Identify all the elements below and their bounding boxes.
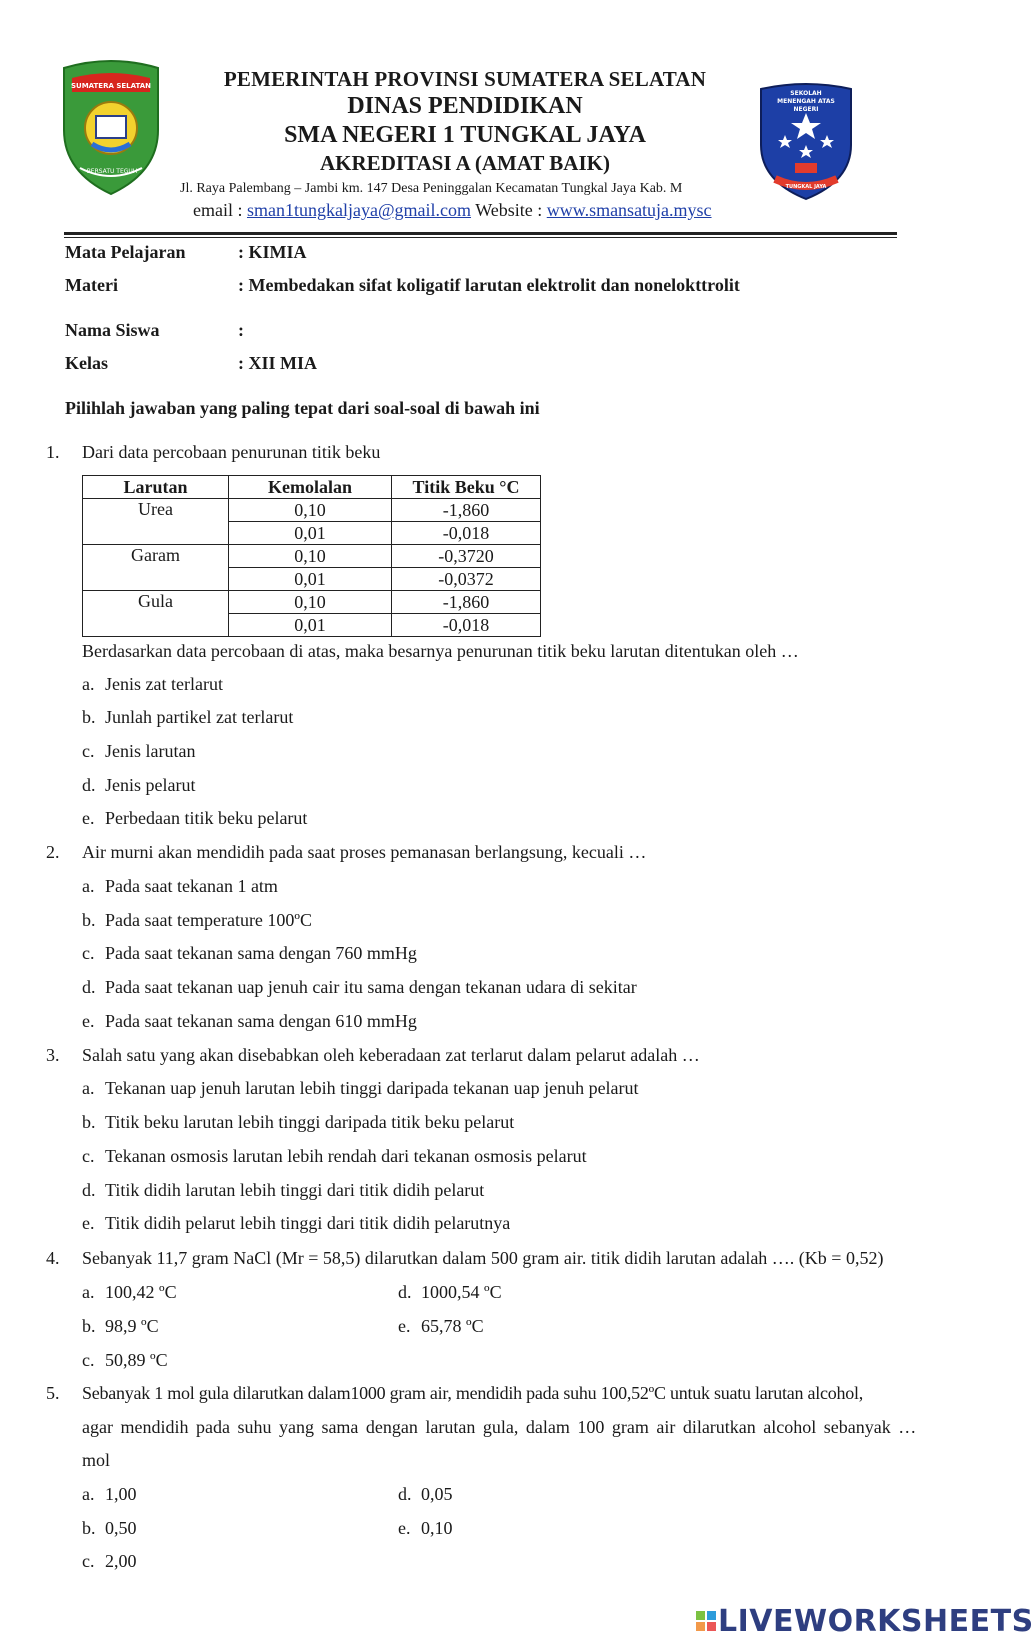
table-cell: 0,01 xyxy=(229,614,392,637)
q3-option-e[interactable] xyxy=(82,1213,510,1234)
q3-option-d[interactable] xyxy=(82,1180,484,1201)
table-cell-solution: Gula xyxy=(83,591,229,637)
header-address: Jl. Raya Palembang – Jambi km. 147 Desa Peninggalan Kecamatan Tungkal Jaya Kab. M xyxy=(180,181,683,196)
option-text: Pada saat tekanan sama dengan 760 mmHg xyxy=(105,943,417,963)
q5-number: 5. xyxy=(46,1383,60,1403)
q5-option-c[interactable] xyxy=(82,1551,137,1572)
table-cell: 0,10 xyxy=(229,499,392,522)
table-cell: -1,860 xyxy=(392,591,541,614)
option-letter: c. xyxy=(82,1146,95,1166)
option-text: Titik didih pelarut lebih tinggi dari titik didih pelarutnya xyxy=(105,1213,511,1233)
option-letter: b. xyxy=(82,1518,96,1538)
option-text: 1,00 xyxy=(105,1484,137,1504)
option-text: Pada saat tekanan uap jenuh cair itu sama dengan tekanan udara di sekitar xyxy=(105,977,637,997)
q3-number: 3. xyxy=(46,1045,60,1065)
q1-text: Dari data percobaan penurunan titik beku xyxy=(82,442,381,462)
q5-option-d[interactable] xyxy=(398,1484,453,1505)
q5-option-e[interactable] xyxy=(398,1518,453,1539)
option-text: Titik didih larutan lebih tinggi dari titik didih pelarut xyxy=(105,1180,485,1200)
option-letter: e. xyxy=(82,1213,95,1233)
option-text: 1000,54 ºC xyxy=(421,1282,502,1302)
email-link[interactable]: sman1tungkaljaya@gmail.com xyxy=(246,200,472,220)
option-letter: b. xyxy=(82,707,96,727)
q3-option-b[interactable] xyxy=(82,1112,514,1133)
q3-option-a[interactable] xyxy=(82,1078,639,1099)
table-header-row xyxy=(83,476,541,499)
student-name-value[interactable]: : xyxy=(238,320,244,340)
q1-option-b[interactable] xyxy=(82,707,293,728)
q1-option-a[interactable] xyxy=(82,674,223,695)
option-text: Pada saat tekanan 1 atm xyxy=(105,876,278,896)
right-logo-caption: SEKOLAH MENENGAH ATAS NEGERI xyxy=(777,90,835,113)
option-letter: a. xyxy=(82,876,95,896)
table-cell: -0,3720 xyxy=(392,545,541,568)
option-text: 2,00 xyxy=(105,1551,137,1571)
header-contact xyxy=(193,200,755,221)
class-label: Kelas xyxy=(65,353,108,373)
option-letter: c. xyxy=(82,943,95,963)
option-letter: d. xyxy=(398,1282,412,1302)
option-letter: d. xyxy=(398,1484,412,1504)
material-value: : Membedakan sifat koligatif larutan elektrolit dan nonelokttrolit xyxy=(238,275,740,295)
option-letter: a. xyxy=(82,1282,95,1302)
subject-value: : KIMIA xyxy=(238,242,307,262)
table-cell: 0,01 xyxy=(229,568,392,591)
table-row xyxy=(83,591,541,614)
option-text: Titik beku larutan lebih tinggi daripada titik beku pelarut xyxy=(105,1112,515,1132)
option-letter: c. xyxy=(82,1551,95,1571)
right-logo-bottom: TUNGKAL JAYA xyxy=(785,184,827,190)
student-name-label: Nama Siswa xyxy=(65,320,160,340)
q2-option-b[interactable] xyxy=(82,910,312,931)
table-header: Larutan xyxy=(83,476,229,499)
table-cell: 0,10 xyxy=(229,591,392,614)
table-cell-solution: Urea xyxy=(83,499,229,545)
option-text: Perbedaan titik beku pelarut xyxy=(105,808,308,828)
table-header: Titik Beku °C xyxy=(392,476,541,499)
material-label: Materi xyxy=(65,275,118,295)
q2-text: Air murni akan mendidih pada saat proses pemanasan berlangsung, kecuali … xyxy=(82,842,647,862)
sumatera-selatan-emblem-icon xyxy=(58,60,164,196)
q3-option-c[interactable] xyxy=(82,1146,587,1167)
option-letter: a. xyxy=(82,1484,95,1504)
q3-text: Salah satu yang akan disebabkan oleh keberadaan zat terlarut dalam pelarut adalah … xyxy=(82,1045,700,1065)
option-text: Junlah partikel zat terlarut xyxy=(105,707,294,727)
option-text: 98,9 ºC xyxy=(105,1316,159,1336)
q4-text: Sebanyak 11,7 gram NaCl (Mr = 58,5) dilarutkan dalam 500 gram air. titik didih larutan adalah …. (Kb = 0,52) xyxy=(82,1248,884,1268)
option-text: Jenis larutan xyxy=(105,741,196,761)
q4-option-d[interactable] xyxy=(398,1282,502,1303)
q1-followup-text: Berdasarkan data percobaan di atas, maka besarnya penurunan titik beku larutan ditentukan oleh … xyxy=(82,641,799,661)
q5-option-b[interactable] xyxy=(82,1518,137,1539)
option-text: Jenis zat terlarut xyxy=(105,674,223,694)
q5-text-line3: mol xyxy=(82,1450,111,1470)
table-cell: -0,018 xyxy=(392,614,541,637)
option-letter: b. xyxy=(82,910,96,930)
freezing-point-table xyxy=(82,475,541,637)
q4-option-c[interactable] xyxy=(82,1350,168,1371)
table-cell-solution: Garam xyxy=(83,545,229,591)
q2-number: 2. xyxy=(46,842,60,862)
header-department: DINAS PENDIDIKAN xyxy=(347,93,583,119)
option-text: Jenis pelarut xyxy=(105,775,196,795)
email-label: email : xyxy=(193,200,247,220)
q4-option-e[interactable] xyxy=(398,1316,484,1337)
table-header: Kemolalan xyxy=(229,476,392,499)
option-letter: e. xyxy=(82,808,95,828)
option-letter: e. xyxy=(398,1316,411,1336)
class-value: : XII MIA xyxy=(238,353,317,373)
option-text: Pada saat temperature 100ºC xyxy=(105,910,313,930)
table-cell: 0,01 xyxy=(229,522,392,545)
table-cell: 0,10 xyxy=(229,545,392,568)
option-letter: a. xyxy=(82,1078,95,1098)
option-letter: e. xyxy=(398,1518,411,1538)
option-text: 100,42 ºC xyxy=(105,1282,177,1302)
option-letter: b. xyxy=(82,1316,96,1336)
option-text: 0,05 xyxy=(421,1484,453,1504)
option-letter: c. xyxy=(82,1350,95,1370)
option-text: 0,50 xyxy=(105,1518,137,1538)
option-letter: d. xyxy=(82,775,96,795)
q1-option-e[interactable] xyxy=(82,808,307,829)
option-letter: a. xyxy=(82,674,95,694)
option-text: 50,89 ºC xyxy=(105,1350,168,1370)
q1-option-c[interactable] xyxy=(82,741,195,762)
q1-number: 1. xyxy=(46,442,60,462)
q2-option-d[interactable] xyxy=(82,977,637,998)
option-text: Tekanan osmosis larutan lebih rendah dari tekanan osmosis pelarut xyxy=(105,1146,587,1166)
table-cell: -1,860 xyxy=(392,499,541,522)
option-letter: d. xyxy=(82,977,96,997)
table-cell: -0,018 xyxy=(392,522,541,545)
liveworksheets-logo-icon xyxy=(696,1611,716,1631)
left-logo-caption: SUMATERA SELATAN xyxy=(70,82,152,90)
q2-option-a[interactable] xyxy=(82,876,278,897)
header-divider-thin xyxy=(64,237,897,238)
header-government: PEMERINTAH PROVINSI SUMATERA SELATAN xyxy=(223,67,707,91)
instruction-text: Pilihlah jawaban yang paling tepat dari soal-soal di bawah ini xyxy=(65,398,540,418)
option-letter: c. xyxy=(82,741,95,761)
q5-option-a[interactable] xyxy=(82,1484,137,1505)
header-divider-thick xyxy=(64,232,897,235)
option-text: 0,10 xyxy=(421,1518,453,1538)
q1-option-d[interactable] xyxy=(82,775,195,796)
option-letter: e. xyxy=(82,1011,95,1031)
q5-text-line1: Sebanyak 1 mol gula dilarutkan dalam1000 gram air, mendidih pada suhu 100,52ºC untuk suatu larutan alcohol, xyxy=(82,1383,863,1403)
option-letter: b. xyxy=(82,1112,96,1132)
header-school-name: SMA NEGERI 1 TUNGKAL JAYA xyxy=(284,122,646,148)
table-row xyxy=(83,499,541,522)
option-text: Tekanan uap jenuh larutan lebih tinggi daripada tekanan uap jenuh pelarut xyxy=(105,1078,639,1098)
table-cell: -0,0372 xyxy=(392,568,541,591)
q2-option-c[interactable] xyxy=(82,943,417,964)
header-accreditation: AKREDITASI A (AMAT BAIK) xyxy=(320,151,610,175)
q4-option-b[interactable] xyxy=(82,1316,159,1337)
website-label: Website : xyxy=(471,200,547,220)
option-letter: d. xyxy=(82,1180,96,1200)
option-text: Pada saat tekanan sama dengan 610 mmHg xyxy=(105,1011,417,1031)
liveworksheets-watermark[interactable]: LIVEWORKSHEETS xyxy=(718,1604,1034,1639)
q4-option-a[interactable] xyxy=(82,1282,177,1303)
q5-text-line2: agar mendidih pada suhu yang sama dengan larutan gula, dalam 100 gram air dilarutkan alcohol sebanyak … xyxy=(82,1417,917,1437)
q4-number: 4. xyxy=(46,1248,60,1268)
q2-option-e[interactable] xyxy=(82,1011,417,1032)
subject-label: Mata Pelajaran xyxy=(65,242,186,262)
table-row xyxy=(83,545,541,568)
website-link[interactable]: www.smansatuja.mysc xyxy=(546,200,712,220)
left-logo-motto: BERSATU TEGUH xyxy=(86,168,138,175)
option-text: 65,78 ºC xyxy=(421,1316,484,1336)
